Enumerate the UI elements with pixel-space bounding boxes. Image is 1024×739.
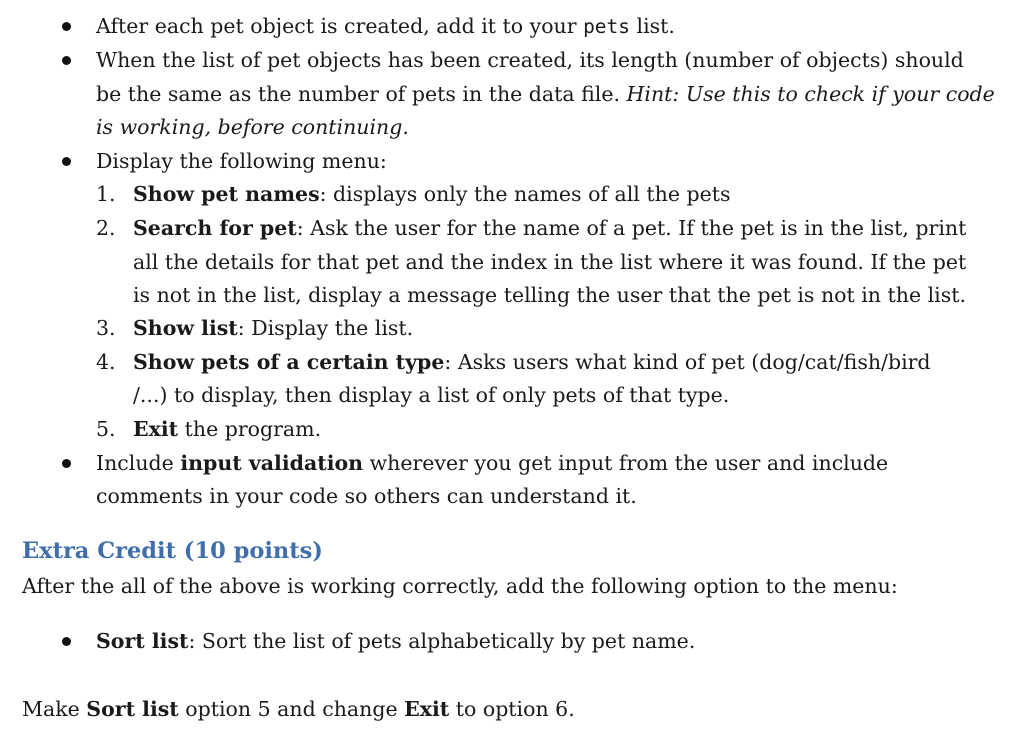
bullet-marker: [62, 157, 71, 166]
bullet-list-length-line2: [96, 80, 995, 108]
bullet-input-validation-line2: [96, 482, 637, 510]
menu-item-bold: Show list: [133, 316, 238, 340]
text-span: : Ask the user for the name of a pet. If the pet is in the list, print: [296, 216, 967, 240]
menu-item-show-list: [133, 314, 413, 342]
bullet-sort-list: [96, 627, 695, 655]
menu-item-bold: Show pet names: [133, 182, 320, 206]
text-span: the program.: [178, 417, 322, 441]
text-span: option 5 and change: [178, 697, 405, 721]
bullet-list-length-line3: [96, 113, 409, 141]
extra-credit-heading: Extra Credit (10 points): [22, 538, 323, 564]
menu-number: 3.: [96, 316, 116, 340]
text-span: : Display the list.: [237, 316, 414, 340]
hint-text: is working, before continuing.: [96, 115, 409, 139]
text-span: be the same as the number of pets in the data file.: [96, 82, 627, 106]
menu-number: 2.: [96, 216, 116, 240]
menu-item-search-for-pet-line3: [133, 281, 966, 309]
text-span: comments in your code so others can understand it.: [96, 484, 637, 508]
text-span: After each pet object is created, add it to your: [96, 14, 584, 38]
text-span: Make: [22, 697, 87, 721]
bullet-marker: [62, 56, 71, 65]
menu-number: 1.: [96, 182, 116, 206]
emphasis-bold: Sort list: [86, 697, 179, 721]
bullet-add-pet-to-list: [96, 12, 675, 41]
bullet-marker: [62, 459, 71, 468]
text-span: : Sort the list of pets alphabetically by pet name.: [188, 629, 696, 653]
emphasis-bold: input validation: [180, 451, 364, 475]
code-pets: pets: [583, 15, 631, 38]
bullet-marker: [62, 22, 71, 31]
menu-item-bold: Exit: [133, 417, 179, 441]
final-instruction: [22, 695, 575, 723]
text-span: /...) to display, then display a list of only pets of that type.: [133, 383, 730, 407]
text-span: : displays only the names of all the pets: [319, 182, 731, 206]
menu-item-search-for-pet-line1: [133, 214, 966, 242]
menu-number: 5.: [96, 417, 116, 441]
menu-item-exit: [133, 415, 321, 443]
menu-item-show-pets-of-type-line2: [133, 381, 729, 409]
bullet-input-validation-line1: [96, 449, 888, 477]
text-span: is not in the list, display a message telling the user that the pet is not in the list.: [133, 283, 967, 307]
text-span: After the all of the above is working correctly, add the following option to the menu:: [22, 574, 898, 598]
emphasis-bold: Exit: [404, 697, 450, 721]
text-span: wherever you get input from the user and include: [363, 451, 889, 475]
text-span: When the list of pet objects has been created, its length (number of objects) should: [96, 48, 964, 72]
bullet-marker: [62, 637, 71, 646]
menu-number: 4.: [96, 350, 116, 374]
bullet-display-menu: [96, 147, 387, 175]
text-span: all the details for that pet and the index in the list where it was found. If the pet: [133, 250, 967, 274]
extra-credit-intro: [22, 572, 898, 600]
text-span: list.: [630, 14, 675, 38]
menu-item-bold: Search for pet: [133, 216, 297, 240]
text-span: to option 6.: [449, 697, 575, 721]
menu-item-search-for-pet-line2: [133, 248, 966, 276]
text-span: : Asks users what kind of pet (dog/cat/fish/bird: [444, 350, 931, 374]
bullet-list-length-line1: [96, 46, 964, 74]
hint-text: Hint: Use this to check if your code: [626, 82, 995, 106]
emphasis-bold: Sort list: [96, 629, 189, 653]
menu-item-show-pets-of-type-line1: [133, 348, 931, 376]
text-span: Include: [96, 451, 181, 475]
menu-item-bold: Show pets of a certain type: [133, 350, 445, 374]
menu-item-show-pet-names: [133, 180, 731, 208]
text-span: Display the following menu:: [96, 149, 387, 173]
